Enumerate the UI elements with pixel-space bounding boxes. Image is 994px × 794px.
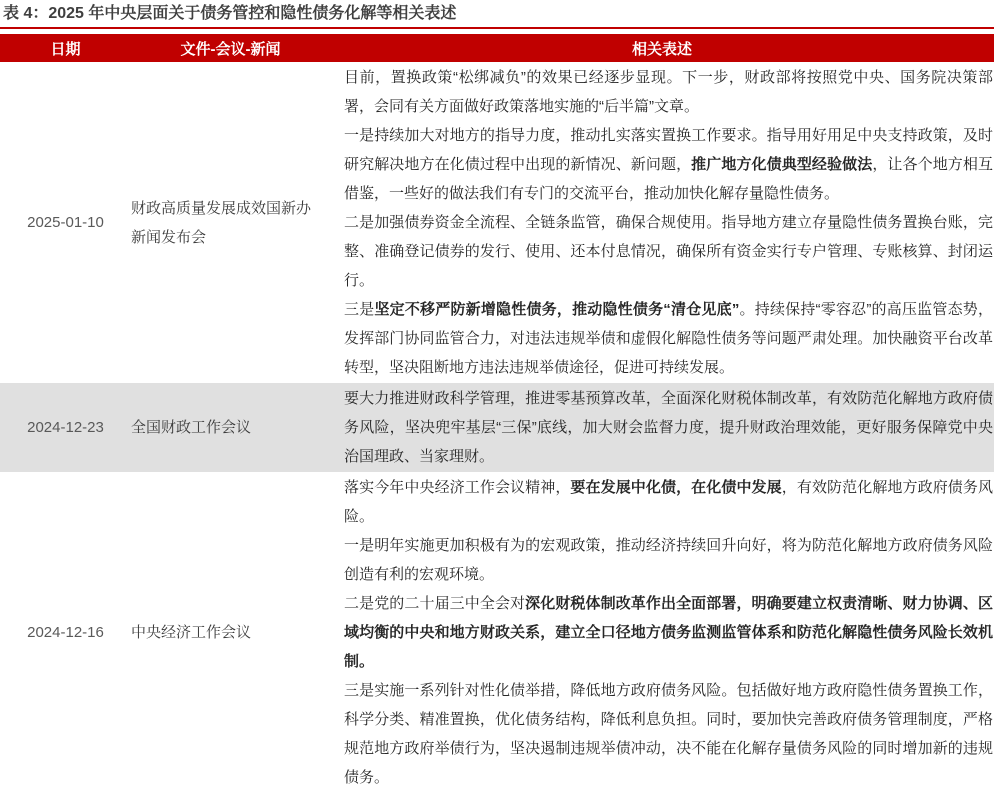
header-col-statement: 相关表述 [631, 40, 692, 58]
statement-run: 三是 [344, 301, 375, 318]
source-cell [131, 62, 330, 383]
source-text: 中央经济工作会议 [131, 624, 252, 641]
table-row [0, 472, 994, 793]
table-header-row [0, 34, 994, 62]
date-cell: 2024-12-23 [27, 419, 104, 436]
statement-run: 二是党的二十届三中全会对 [344, 595, 526, 612]
statement-bold-run: 推广地方化债典型经验做法 [691, 156, 873, 173]
source-text: 财政高质量发展成效国新办新闻发布会 [131, 199, 312, 246]
statement-bold-run: 深化财税体制改革作出全面部署，明确要建立权责清晰、财力协调、区域均衡的中央和地方财政关系，建立全口径地方债务监测监管体系和防范化解隐性债务风险长效机制。 [344, 595, 993, 670]
header-col-source: 文件-会议-新闻 [180, 40, 281, 58]
source-cell [131, 383, 330, 472]
title-rule [0, 27, 994, 29]
statement-run: 一是明年实施更加积极有为的宏观政策，推动经济持续回升向好，将为防范化解地方政府债务风险创造有利的宏观环境。 [344, 537, 993, 583]
statement-run: 目前，置换政策“松绑减负”的效果已经逐步显现。下一步，财政部将按照党中央、国务院决策部署，会同有关方面做好政策落地实施的“后半篇”文章。 [344, 69, 993, 115]
statement-run: 落实今年中央经济工作会议精神， [344, 479, 571, 496]
statement-run: 三是实施一系列针对性化债举措，降低地方政府债务风险。包括做好地方政府隐性债务置换工作，科学分类、精准置换，优化债务结构，降低利息负担。同时，要加快完善政府债务管理制度，严格规范地方政府举债行为，坚决遏制违规举债冲动，决不能在化解存量债务风险的同时增加新的违规债务。 [344, 682, 993, 786]
statement-run: ，有效防范化解地方政府债务风险。 [344, 479, 993, 525]
statement-paragraph [344, 531, 993, 589]
statement-paragraph [344, 676, 993, 792]
statement-cell [330, 383, 994, 472]
statement-bold-run: 坚定不移严防新增隐性债务，推动隐性债务“清仓见底” [374, 301, 740, 318]
statement-run: 二是加强债券资金全流程、全链条监管，确保合规使用。指导地方建立存量隐性债务置换台账，完整、准确登记债券的发行、使用、还本付息情况，确保所有资金实行专户管理、专账核算、封闭运行。 [344, 214, 993, 289]
statement-run: 要大力推进财政科学管理，推进零基预算改革，全面深化财税体制改革，有效防范化解地方政府债务风险，坚决兜牢基层“三保”底线，加大财会监督力度，提升财政治理效能，更好服务保障党中央治国理政、当家理财。 [344, 390, 993, 465]
statement-run: 一是持续加大对地方的指导力度，推动扎实落实置换工作要求。指导用好用足中央支持政策，及时研究解决地方在化债过程中出现的新情况、新问题， [344, 127, 993, 173]
statement-paragraph [344, 473, 993, 531]
source-text: 全国财政工作会议 [131, 419, 252, 436]
source-cell [131, 472, 330, 793]
statement-paragraph [344, 384, 993, 471]
statement-paragraph [344, 63, 993, 121]
date-cell: 2024-12-16 [27, 624, 104, 641]
statement-paragraph [344, 295, 993, 382]
statement-paragraph [344, 121, 993, 208]
statement-run: ，让各个地方相互借鉴，一些好的做法我们有专门的交流平台，推动加快化解存量隐性债务。 [344, 156, 993, 202]
statement-bold-run: 要在发展中化债，在化债中发展 [570, 479, 782, 496]
header-col-date: 日期 [50, 40, 81, 58]
table-row [0, 62, 994, 383]
statement-cell [330, 472, 994, 793]
table-row [0, 383, 994, 472]
date-cell: 2025-01-10 [27, 214, 104, 231]
statement-run: 。持续保持“零容忍”的高压监管态势，发挥部门协同监管合力，对违法违规举债和虚假化解隐性债务等问题严肃处理。加快融资平台改革转型，坚决阻断地方违法违规举债途径，促进可持续发展。 [344, 301, 993, 376]
table-body [0, 62, 994, 793]
table-title: 表 4：2025 年中央层面关于债务管控和隐性债务化解等相关表述 [3, 5, 457, 22]
statement-paragraph [344, 208, 993, 295]
statement-cell [330, 62, 994, 383]
statement-paragraph [344, 589, 993, 676]
